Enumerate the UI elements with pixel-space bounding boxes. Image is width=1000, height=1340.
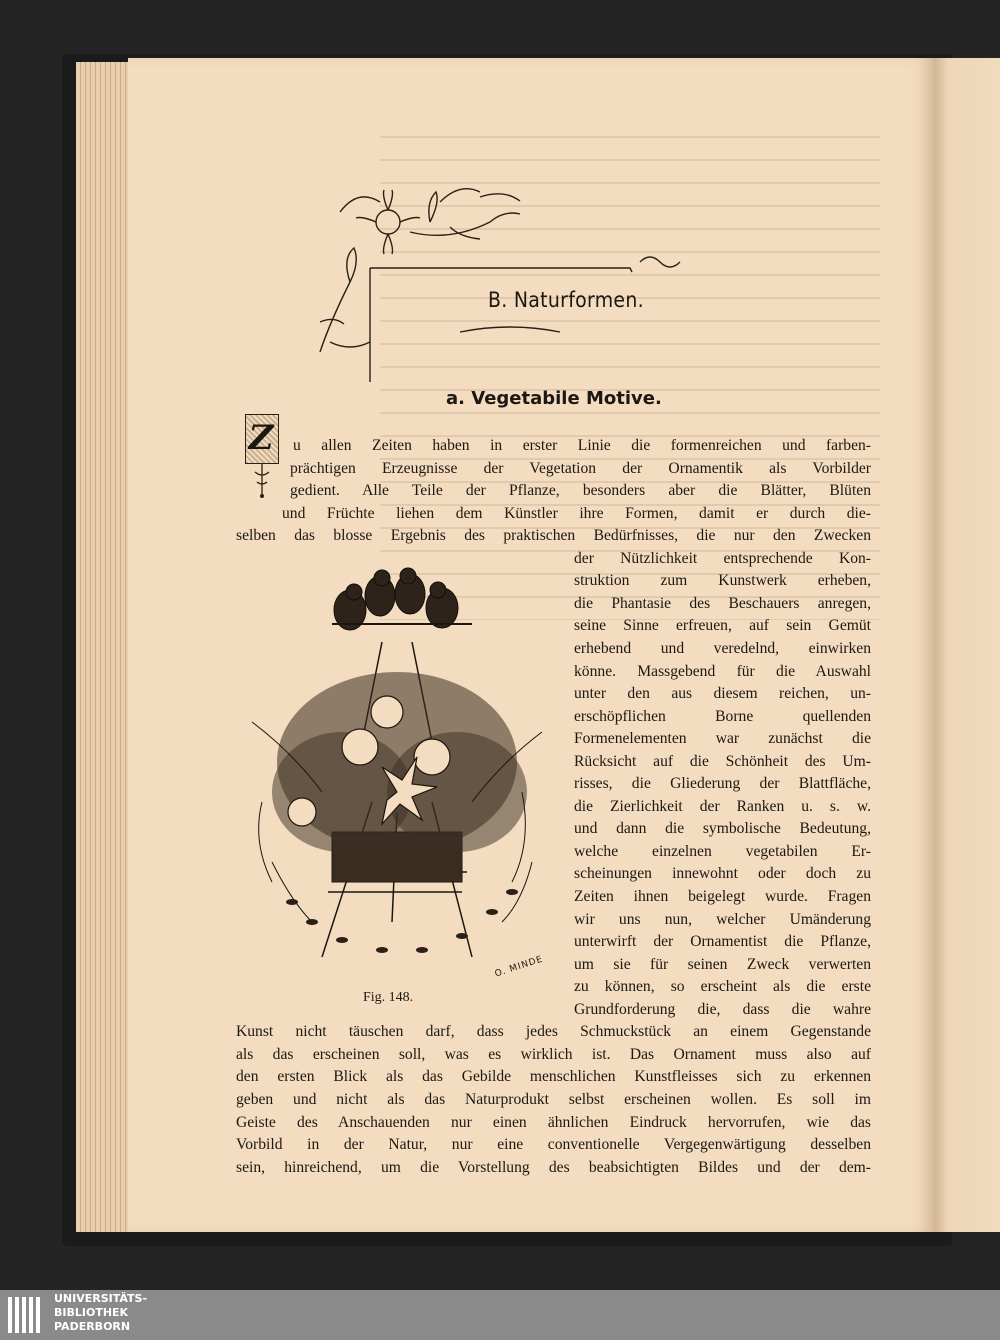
- text-line: Zeiten ihnen beigelegt wurde. Fragen: [574, 888, 871, 905]
- text-line: Grundforderung die, dass die wahre: [574, 1000, 871, 1018]
- text-line: seine Sinne erfreuen, auf sein Gemüt: [574, 617, 871, 635]
- text-line: unter den aus diesem reichen, un-: [574, 685, 871, 703]
- text-line: der Nützlichkeit entsprechende Kon-: [574, 549, 871, 567]
- text-line: könne. Massgebend für die Auswahl: [574, 662, 871, 680]
- logo-line-1: UNIVERSITÄTS-: [54, 1292, 148, 1305]
- text-line: erhebend und veredelnd, einwirken: [574, 639, 871, 657]
- text-line: u allen Zeiten haben in erster Linie die formenreichen und farben-: [293, 437, 871, 454]
- facing-page-edge: [934, 58, 1000, 1232]
- initial-flourish-icon: [251, 464, 273, 500]
- logo-line-2: BIBLIOTHEK: [54, 1306, 129, 1319]
- text-line: welche einzelnen vegetabilen Er-: [574, 842, 871, 860]
- text-line: gedient. Alle Teile der Pflanze, besonders aber die Blätter, Blüten: [290, 482, 871, 500]
- text-line: als das erscheinen soll, was es wirklich ist. Das Ornament muss also auf: [236, 1045, 871, 1063]
- initial-letter: Z: [248, 418, 274, 458]
- text-line: Geiste des Anschauenden nur einen ähnlichen Eindruck hervorrufen, wie das: [236, 1113, 871, 1131]
- text-line: sein, hinreichend, um die Vorstellung des beabsichtigten Bildes und der dem-: [236, 1158, 871, 1176]
- figure-caption: Fig. 148.: [363, 990, 414, 1005]
- logo-line-3: PADERBORN: [54, 1320, 131, 1333]
- text-line: Rücksicht auf die Schönheit des Um-: [574, 752, 871, 770]
- text-line: selben das blosse Ergebnis des praktischen Bedürfnisses, die nur den Zwecken: [236, 527, 871, 545]
- text-line: geben und nicht als das Naturprodukt selbst erscheinen wollen. Es soll im: [236, 1090, 871, 1108]
- text-line: Formenelementen war zunächst die: [574, 730, 871, 748]
- text-line: risses, die Gliederung der Blattfläche,: [574, 775, 871, 793]
- page-edges: [76, 62, 136, 1232]
- chapter-title: B. Naturformen.: [488, 288, 644, 312]
- figure-flower-basket-illustration: [232, 562, 564, 992]
- text-line: die Zierlichkeit der Ranken u. s. w.: [574, 797, 871, 815]
- text-line: zu können, so erscheint als die erste: [574, 978, 871, 996]
- text-line: wir uns nun, welcher Umänderung: [574, 910, 871, 928]
- figure-signature: O. MINDE: [493, 954, 545, 980]
- text-line: unterwirft der Ornamentist die Pflanze,: [574, 933, 871, 951]
- text-line: Vorbild in der Natur, nur eine conventionelle Vergegenwärtigung desselben: [236, 1136, 871, 1154]
- text-line: den ersten Blick als das Gebilde menschlichen Kunstfleisses sich zu erkennen: [236, 1068, 871, 1086]
- text-line: prächtigen Erzeugnisse der Vegetation der Ornamentik als Vorbilder: [290, 459, 871, 477]
- text-line: und dann die symbolische Bedeutung,: [574, 820, 871, 838]
- library-logo-icon: [6, 1293, 46, 1337]
- text-line: um sie für seinen Zweck verwerten: [574, 955, 871, 973]
- text-line: erschöpflichen Borne quellenden: [574, 707, 871, 725]
- text-line: die Phantasie des Beschauers anregen,: [574, 594, 871, 612]
- text-line: Kunst nicht täuschen darf, dass jedes Schmuckstück an einem Gegenstande: [236, 1023, 871, 1041]
- text-line: und Früchte liehen dem Künstler ihre Formen, damit er durch die-: [282, 504, 871, 522]
- text-line: struktion zum Kunstwerk erheben,: [574, 572, 871, 590]
- footer-bar: [0, 1290, 1000, 1340]
- text-line: scheinungen innewohnt oder doch zu: [574, 865, 871, 883]
- section-subtitle: a. Vegetabile Motive.: [446, 388, 662, 409]
- floral-ornament: [310, 182, 690, 392]
- library-logo-text: [54, 1292, 147, 1334]
- decorated-initial: [243, 414, 279, 500]
